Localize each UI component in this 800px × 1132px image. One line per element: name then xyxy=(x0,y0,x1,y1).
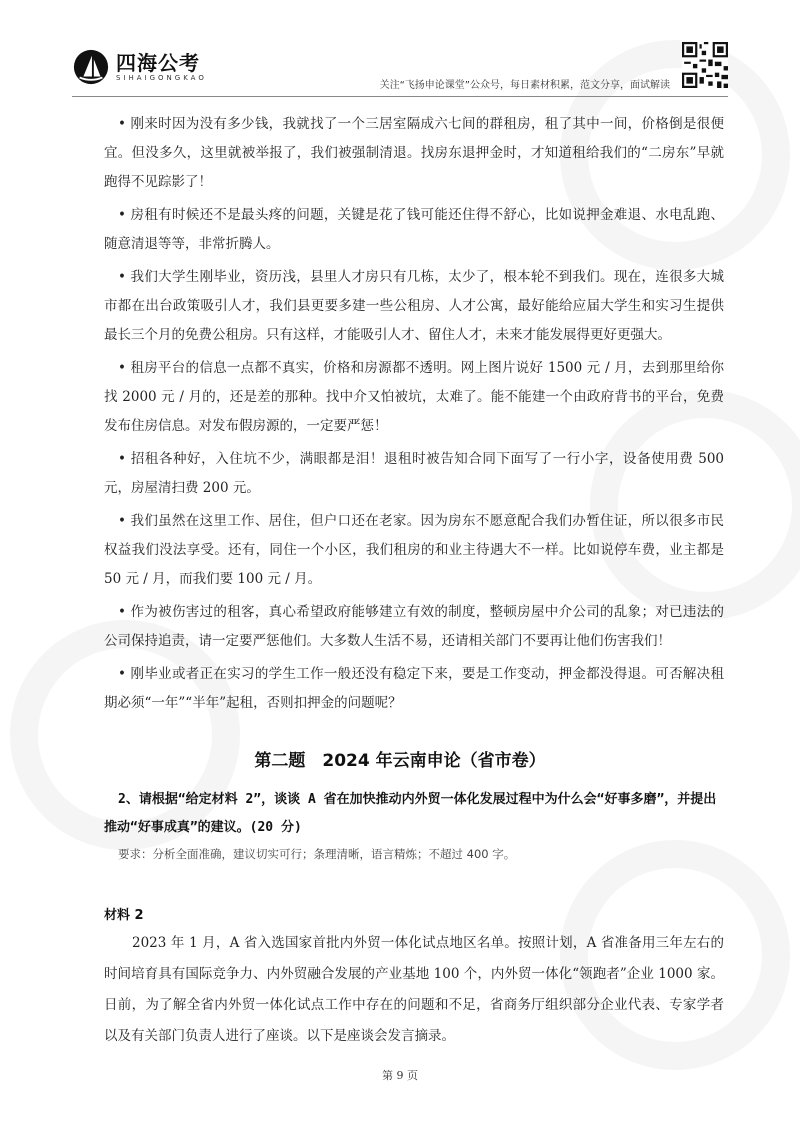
list-item: • 作为被伤害过的租客，真心希望政府能够建立有效的制度，整顿房屋中介公司的乱象；对已违法的公司保持追责，请一定要严惩他们。大多数人生活不易，还请相关部门不要再让他们伤害我们！ xyxy=(104,604,724,649)
header-tagline: 关注“飞扬申论课堂”公众号，每日素材积累，范文分享，面试解读 xyxy=(379,80,670,91)
question-prompt: 2、请根据“给定材料 2”，谈谈 A 省在加快推动内外贸一体化发展过程中为什么会“好事多磨”，并提出推动“好事成真”的建议。(20 分) xyxy=(104,792,717,835)
brand-name: 四海公考 xyxy=(116,51,200,75)
section-title: 第二题 2024 年云南申论（省市卷） xyxy=(254,751,546,771)
list-item: • 刚毕业或者正在实习的学生工作一般还没有稳定下来，要是工作变动，押金都没得退。可否解决租期必须“一年”“半年”起租，否则扣押金的问题呢？ xyxy=(104,666,724,711)
list-item: • 招租各种好，入住坑不少，满眼都是泪！退租时被告知合同下面写了一行小字，设备使用费 500 元，房屋清扫费 200 元。 xyxy=(104,451,724,496)
brand-subtitle: SIHAIGONGKAO xyxy=(116,74,207,82)
list-item: • 我们大学生刚毕业，资历浅，县里人才房只有几栋，太少了，根本轮不到我们。现在，连很多大城市都在出台政策吸引人才，我们县更要多建一些公租房、人才公寓，最好能给应届大学生和实习生提供最长三个月的免费公租房。只有这样，才能吸引人才、留住人才，未来才能发展得更好更强大。 xyxy=(104,269,724,343)
page-number: 第 9 页 xyxy=(382,1069,418,1082)
list-item: • 我们虽然在这里工作、居住，但户口还在老家。因为房东不愿意配合我们办暂住证，所以很多市民权益我们没法享受。还有，同住一个小区，我们租房的和业主待遇大不一样。比如说停车费，业主都是 50 元 / 月，而我们要 100 元 / 月。 xyxy=(104,513,724,587)
list-item: • 租房平台的信息一点都不真实，价格和房源都不透明。网上图片说好 1500 元 / 月，去到那里给你找 2000 元 / 月的，还是差的那种。找中介又怕被坑，太难了。能不能建一个由政府背书的平台，免费发布住房信息。对发布假房源的，一定要严惩！ xyxy=(104,360,724,434)
page-header xyxy=(72,40,728,98)
brand-logo xyxy=(72,48,207,86)
list-item: • 刚来时因为没有多少钱，我就找了一个三居室隔成六七间的群租房，租了其中一间，价格倒是很便宜。但没多久，这里就被举报了，我们被强制清退。找房东退押金时，才知道租给我们的“二房东”早就跑得不见踪影了！ xyxy=(104,116,724,190)
answer-requirements: 要求：分析全面准确，建议切实可行；条理清晰，语言精炼；不超过 400 字。 xyxy=(118,847,516,861)
material-title: 材料 2 xyxy=(104,908,144,923)
material-paragraph: 2023 年 1 月，A 省入选国家首批内外贸一体化试点地区名单。按照计划，A 省准备用三年左右的时间培育具有国际竞争力、内外贸融合发展的产业基地 100 个，内外贸一体化“领跑者”企业 1000 家。日前，为了解全省内外贸一体化试点工作中存在的问题和不足，省商务厅组织部分企业代表、专家学者以及有关部门负责人进行了座谈。以下是座谈会发言摘录。 xyxy=(104,935,724,1044)
qr-code-icon xyxy=(682,42,728,88)
material-bullets xyxy=(104,110,724,722)
sail-logo-icon xyxy=(72,48,110,86)
list-item: • 房租有时候还不是最头疼的问题，关键是花了钱可能还住得不舒心，比如说押金难退、水电乱跑、随意清退等等，非常折腾人。 xyxy=(104,207,724,252)
header-divider xyxy=(72,96,728,97)
